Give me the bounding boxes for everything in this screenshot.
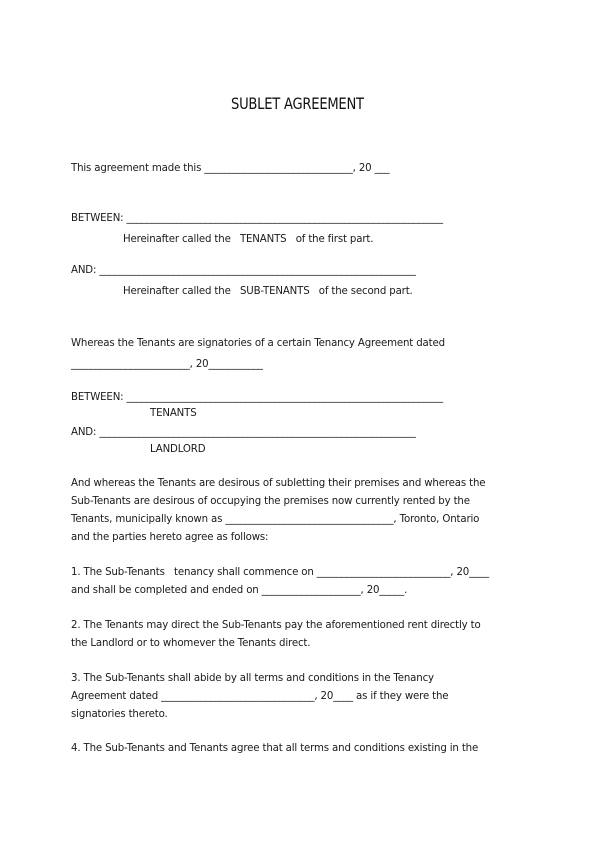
recital-line-1: And whereas the Tenants are desirous of subletting their premises and whereas the (71, 478, 486, 489)
subtenants-role-line: Hereinafter called the SUB-TENANTS of the second part. (123, 286, 413, 297)
document-title: SUBLET AGREEMENT (230, 94, 364, 113)
recital-line-2: Sub-Tenants are desirous of occupying the premises now currently rented by the (71, 496, 470, 507)
landlord-label: LANDLORD (150, 444, 206, 455)
clause-3-line-2: Agreement dated _______________________________, 20____ as if they were the (71, 691, 449, 702)
tenancy-date-line: ________________________, 20___________ (71, 359, 263, 370)
recital-line-4: and the parties hereto agree as follows: (71, 532, 269, 543)
between-tenants-line: BETWEEN: ________________________________________________________________ (71, 392, 443, 403)
tenants-label: TENANTS (150, 408, 197, 419)
clause-2-line-1: 2. The Tenants may direct the Sub-Tenants pay the aforementioned rent directly to (71, 620, 481, 631)
whereas-tenancy-line: Whereas the Tenants are signatories of a certain Tenancy Agreement dated (71, 338, 445, 349)
clause-1-line-1: 1. The Sub-Tenants tenancy shall commence on ___________________________, 20____ (71, 567, 489, 578)
clause-3-line-1: 3. The Sub-Tenants shall abide by all terms and conditions in the Tenancy (71, 673, 434, 684)
clause-4-line-1: 4. The Sub-Tenants and Tenants agree that all terms and conditions existing in the (71, 743, 479, 754)
and-landlord-line: AND: ________________________________________________________________ (71, 427, 416, 438)
clause-1-line-2: and shall be completed and ended on ____________________, 20_____. (71, 585, 408, 596)
tenants-between-line: BETWEEN: ________________________________________________________________ (71, 213, 443, 224)
subtenants-and-line: AND: ________________________________________________________________ (71, 265, 416, 276)
recital-line-3: Tenants, municipally known as __________________________________, Toronto, Ontario (71, 514, 480, 525)
clause-2-line-2: the Landlord or to whomever the Tenants direct. (71, 638, 311, 649)
clause-3-line-3: signatories thereto. (71, 709, 168, 720)
agreement-date-line: This agreement made this ______________________________, 20 ___ (71, 163, 390, 174)
tenants-role-line: Hereinafter called the TENANTS of the first part. (123, 234, 374, 245)
